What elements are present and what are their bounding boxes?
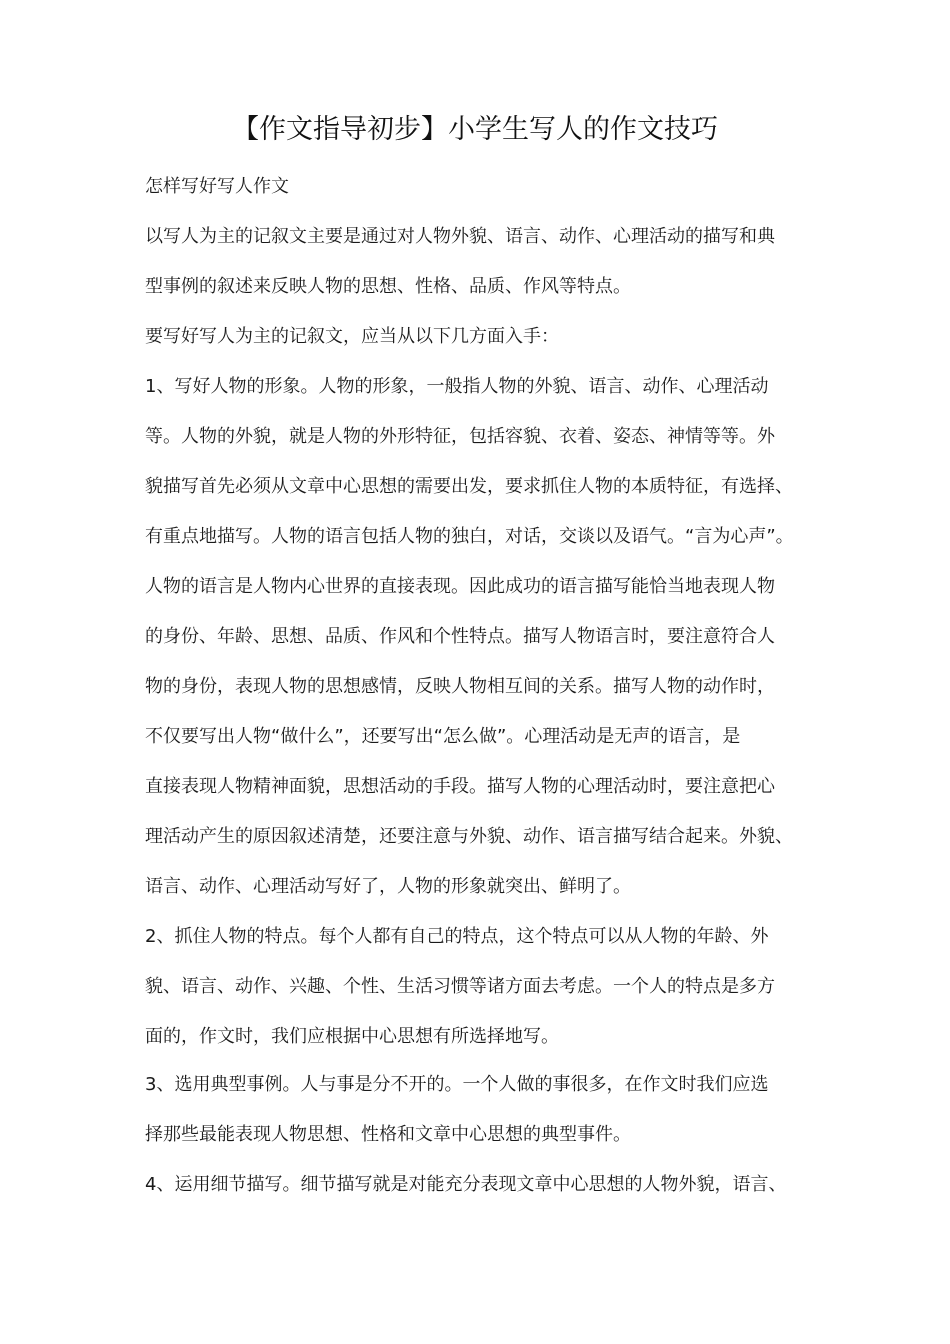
paragraph-approach xyxy=(145,312,813,362)
document-title: 【作文指导初步】小学生写人的作文技巧 xyxy=(232,114,718,145)
paragraph-line: 择那些最能表现人物思想、性格和文章中心思想的典型事件。 xyxy=(145,1124,631,1145)
paragraph-line: 语言、动作、心理活动写好了，人物的形象就突出、鲜明了。 xyxy=(145,876,631,897)
paragraph-line: 的身份、年龄、思想、品质、作风和个性特点。描写人物语言时，要注意符合人 xyxy=(145,626,775,647)
paragraph-line: 人物的语言是人物内心世界的直接表现。因此成功的语言描写能恰当地表现人物 xyxy=(145,576,775,597)
paragraph-line: 3、选用典型事例。人与事是分不开的。一个人做的事很多，在作文时我们应选 xyxy=(145,1074,769,1095)
subtitle-line: 怎样写好写人作文 xyxy=(145,176,289,197)
paragraph-line: 貌描写首先必须从文章中心思想的需要出发，要求抓住人物的本质特征，有选择、 xyxy=(145,476,793,497)
paragraph-line: 物的身份，表现人物的思想感情，反映人物相互间的关系。描写人物的动作时， xyxy=(145,676,775,697)
document-subtitle xyxy=(145,162,813,212)
paragraph-line: 不仅要写出人物“做什么”，还要写出“怎么做”。心理活动是无声的语言，是 xyxy=(145,726,741,747)
paragraph-intro xyxy=(145,212,813,312)
paragraph-point-3 xyxy=(145,1060,813,1160)
paragraph-point-2 xyxy=(145,912,813,1062)
paragraph-line: 1、写好人物的形象。人物的形象，一般指人物的外貌、语言、动作、心理活动 xyxy=(145,376,769,397)
paragraph-line: 等。人物的外貌，就是人物的外形特征，包括容貌、衣着、姿态、神情等等。外 xyxy=(145,426,775,447)
paragraph-line: 面的，作文时，我们应根据中心思想有所选择地写。 xyxy=(145,1026,559,1047)
paragraph-line: 貌、语言、动作、兴趣、个性、生活习惯等诸方面去考虑。一个人的特点是多方 xyxy=(145,976,775,997)
paragraph-line: 以写人为主的记叙文主要是通过对人物外貌、语言、动作、心理活动的描写和典 xyxy=(145,226,775,247)
paragraph-line: 2、抓住人物的特点。每个人都有自己的特点，这个特点可以从人物的年龄、外 xyxy=(145,926,769,947)
paragraph-line: 要写好写人为主的记叙文，应当从以下几方面入手： xyxy=(145,326,559,347)
paragraph-line: 直接表现人物精神面貌，思想活动的手段。描写人物的心理活动时，要注意把心 xyxy=(145,776,775,797)
paragraph-line: 型事例的叙述来反映人物的思想、性格、品质、作风等特点。 xyxy=(145,276,631,297)
paragraph-line: 理活动产生的原因叙述清楚，还要注意与外貌、动作、语言描写结合起来。外貌、 xyxy=(145,826,793,847)
paragraph-point-1 xyxy=(145,362,813,912)
paragraph-line: 4、运用细节描写。细节描写就是对能充分表现文章中心思想的人物外貌，语言、 xyxy=(145,1174,787,1195)
paragraph-point-4 xyxy=(145,1160,813,1210)
paragraph-line: 有重点地描写。人物的语言包括人物的独白，对话，交谈以及语气。“言为心声”。 xyxy=(145,526,794,547)
